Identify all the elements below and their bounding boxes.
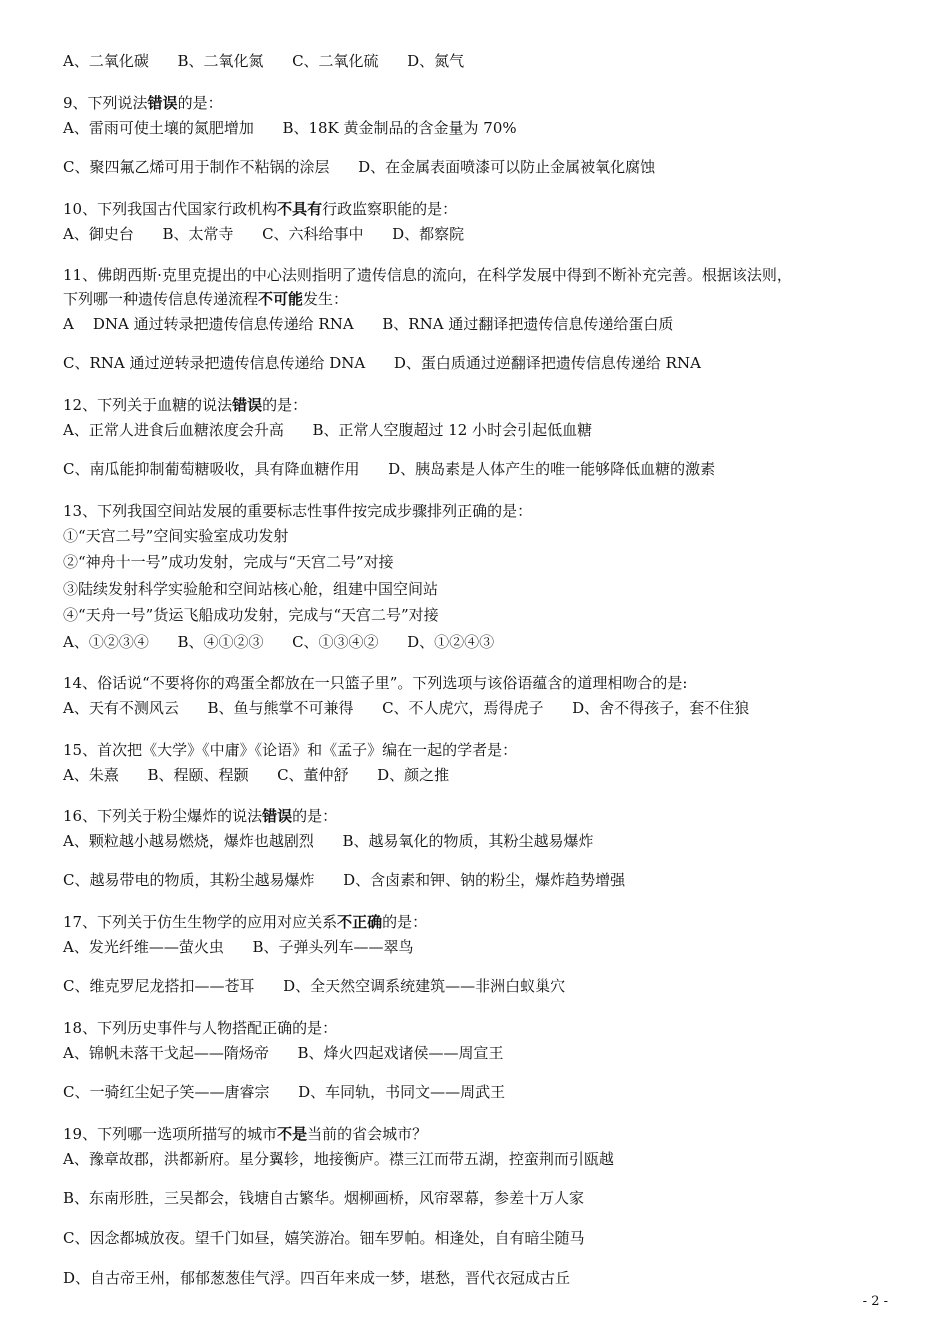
q19-option-d: D、自古帝王州，郁郁葱葱佳气浮。四百年来成一梦，堪愁，晋代衣冠成古丘 [63, 1269, 571, 1287]
q17-stem: 17、下列关于仿生生物学的应用对应关系不正确的是： [63, 913, 428, 931]
q16-options-ab: A、颗粒越小越易燃烧，爆炸也越剧烈 B、越易氧化的物质，其粉尘越易爆炸 [63, 832, 594, 850]
q13-options: A、①②③④ B、④①②③ C、①③④② D、①②④③ [63, 633, 495, 651]
q15-stem: 15、首次把《大学》《中庸》《论语》和《孟子》编在一起的学者是： [63, 741, 518, 759]
q14-stem: 14、俗话说“不要将你的鸡蛋全都放在一只篮子里”。下列选项与该俗语蕴含的道理相吻合的是: [63, 674, 688, 692]
q11-stem-line2: 下列哪一种遗传信息传递流程不可能发生： [63, 290, 349, 308]
q17-options-ab: A、发光纤维——萤火虫 B、子弹头列车——翠鸟 [63, 938, 414, 956]
q11-options-ab: A DNA 通过转录把遗传信息传递给 RNA B、RNA 通过翻译把遗传信息传递给蛋白质 [63, 315, 674, 333]
q10-options: A、御史台 B、太常寺 C、六科给事中 D、都察院 [63, 225, 465, 243]
q16-options-cd: C、越易带电的物质，其粉尘越易爆炸 D、含卤素和钾、钠的粉尘，爆炸趋势增强 [63, 871, 626, 889]
q11-options-cd: C、RNA 通过逆转录把遗传信息传递给 DNA D、蛋白质通过逆翻译把遗传信息传递给 RNA [63, 354, 701, 372]
q19-option-c: C、因念都城放夜。望千门如昼，嬉笑游冶。钿车罗帕。相逢处，自有暗尘随马 [63, 1229, 585, 1247]
q14-options: A、天有不测风云 B、鱼与熊掌不可兼得 C、不人虎穴，焉得虎子 D、舍不得孩子，套不住狼 [63, 699, 750, 717]
q8-options: A、二氧化碳 B、二氧化氮 C、二氧化硫 D、氮气 [63, 52, 465, 70]
q19-option-b: B、东南形胜，三吴都会，钱塘自古繁华。烟柳画桥，风帘翠幕，参差十万人家 [63, 1189, 585, 1207]
q16-stem: 16、下列关于粉尘爆炸的说法错误的是： [63, 807, 338, 825]
q17-options-cd: C、维克罗尼龙搭扣——苍耳 D、全天然空调系统建筑——非洲白蚁巢穴 [63, 977, 566, 995]
q18-options-cd: C、一骑红尘妃子笑——唐睿宗 D、车同轨，书同文——周武王 [63, 1083, 506, 1101]
q13-item-3: ③陆续发射科学实验舱和空间站核心舱，组建中国空间站 [63, 580, 439, 598]
q12-options-cd: C、南瓜能抑制葡萄糖吸收，具有降血糖作用 D、胰岛素是人体产生的唯一能够降低血糖的激素 [63, 460, 716, 478]
q18-stem: 18、下列历史事件与人物搭配正确的是： [63, 1019, 338, 1037]
q11-stem-line1: 11、佛朗西斯·克里克提出的中心法则指明了遗传信息的流向，在科学发展中得到不断补充完善。根据该法则， [63, 266, 792, 284]
q9-options-ab: A、雷雨可使土壤的氮肥增加 B、18K 黄金制品的含金量为 70% [63, 119, 517, 137]
q12-stem: 12、下列关于血糖的说法错误的是： [63, 396, 308, 414]
q15-options: A、朱熹 B、程颐、程颢 C、董仲舒 D、颜之推 [63, 766, 450, 784]
q19-option-a: A、豫章故郡，洪都新府。星分翼轸，地接衡庐。襟三江而带五湖，控蛮荆而引瓯越 [63, 1150, 614, 1168]
q12-options-ab: A、正常人进食后血糖浓度会升高 B、正常人空腹超过 12 小时会引起低血糖 [63, 421, 593, 439]
q13-item-2: ②“神舟十一号”成功发射，完成与“天宫二号”对接 [63, 553, 394, 571]
q13-stem: 13、下列我国空间站发展的重要标志性事件按完成步骤排列正确的是： [63, 502, 533, 520]
q19-stem: 19、下列哪一选项所描写的城市不是当前的省会城市？ [63, 1125, 428, 1143]
q9-options-cd: C、聚四氟乙烯可用于制作不粘锅的涂层 D、在金属表面喷漆可以防止金属被氧化腐蚀 [63, 158, 656, 176]
page-number: - 2 - [862, 1294, 888, 1309]
q18-options-ab: A、锦帆未落干戈起——隋炀帝 B、烽火四起戏诸侯——周宣王 [63, 1044, 504, 1062]
q13-item-4: ④“天舟一号”货运飞船成功发射，完成与“天宫二号”对接 [63, 606, 439, 624]
q13-item-1: ①“天宫二号”空间实验室成功发射 [63, 527, 289, 545]
q10-stem: 10、下列我国古代国家行政机构不具有行政监察职能的是： [63, 200, 458, 218]
q9-stem: 9、下列说法错误的是： [63, 94, 223, 112]
